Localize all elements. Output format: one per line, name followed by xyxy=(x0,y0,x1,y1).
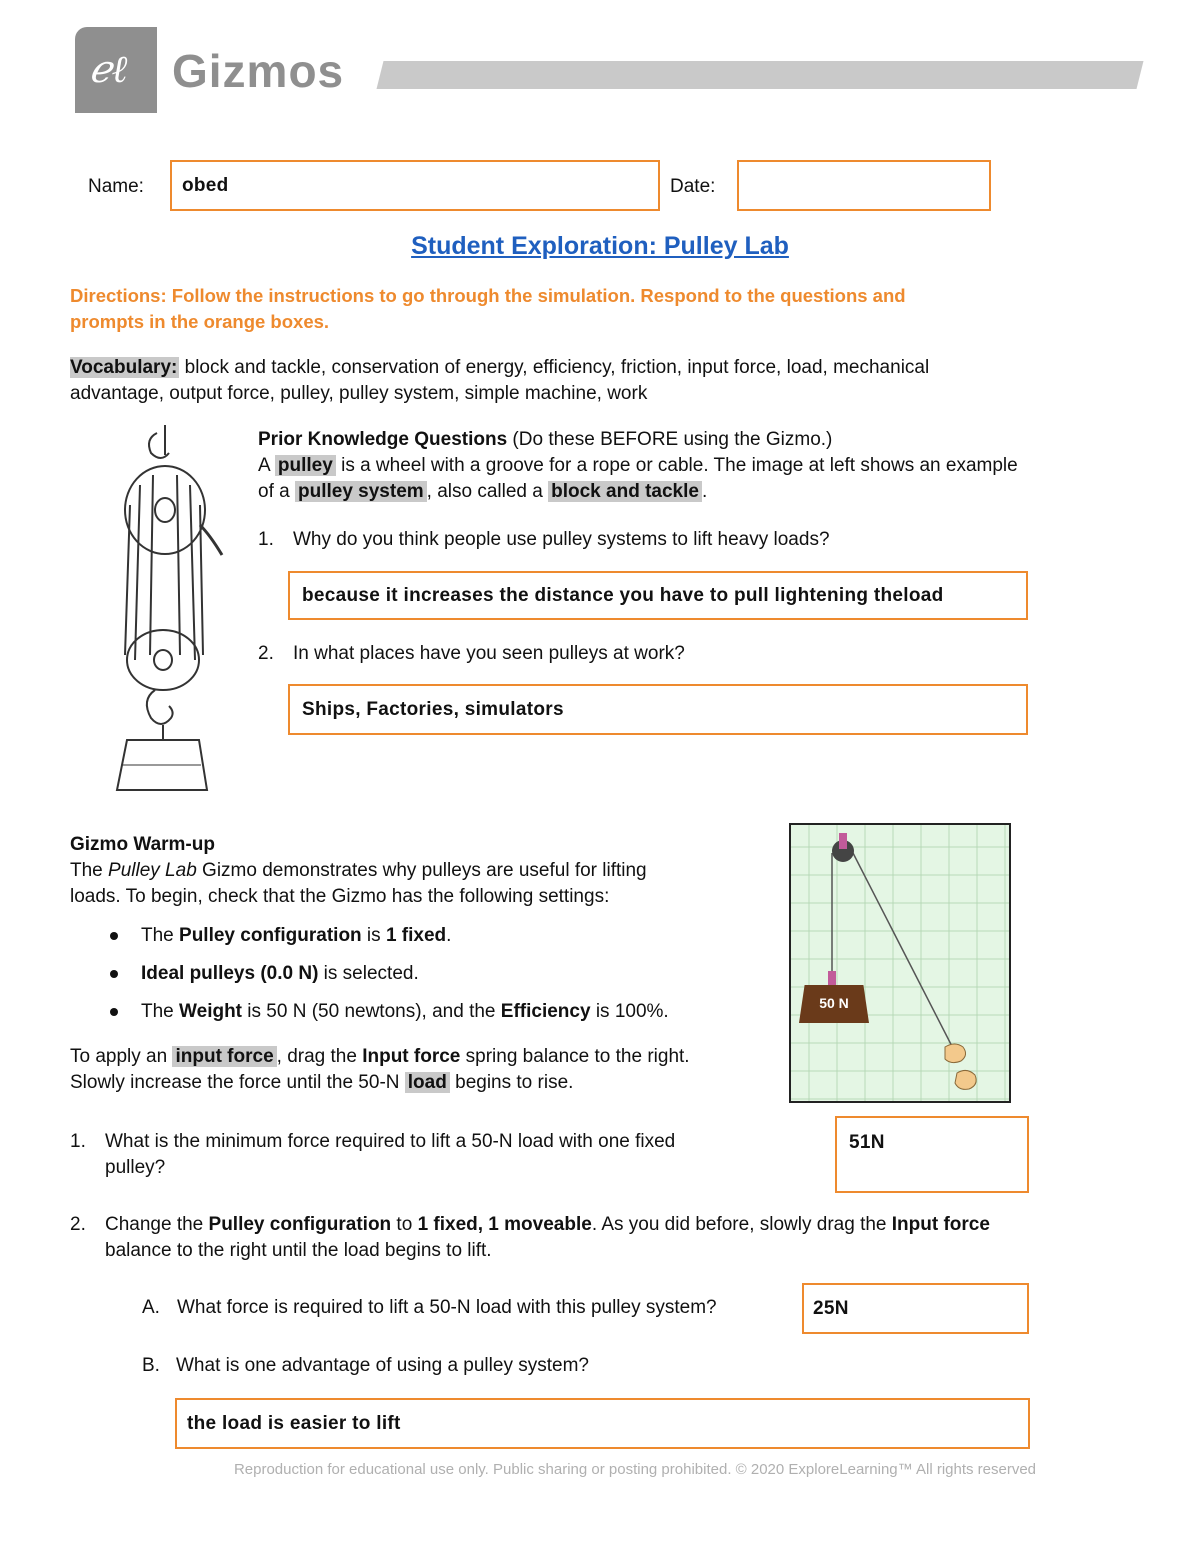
warmup-q2-line-1: Change the Pulley configuration to 1 fixed, 1 moveable. As you did before, slowly drag the Input force xyxy=(105,1214,990,1235)
term-pulley: pulley xyxy=(275,455,336,476)
bullet-3 xyxy=(110,1008,118,1016)
term-block-and-tackle: block and tackle xyxy=(548,481,702,502)
warmup-qa-answer: 25N xyxy=(813,1297,849,1319)
name-label: Name: xyxy=(88,176,144,197)
prior-q2-number: 2. xyxy=(258,643,274,664)
warmup-qb-answer-box[interactable] xyxy=(175,1398,1030,1449)
prior-paragraph-line-1: A pulley is a wheel with a groove for a rope or cable. The image at left shows an example xyxy=(258,455,1018,476)
gizmo-simulation-view xyxy=(789,823,1011,1103)
setting-pulley-configuration: The Pulley configuration is 1 fixed. xyxy=(141,925,452,946)
bullet-2 xyxy=(110,970,118,978)
prior-q2-text: In what places have you seen pulleys at work? xyxy=(293,643,685,664)
warmup-q1-answer-box[interactable] xyxy=(835,1116,1029,1193)
vocabulary-label: Vocabulary: xyxy=(70,357,178,378)
warmup-line-2: loads. To begin, check that the Gizmo has the following settings: xyxy=(70,886,610,907)
logo-glyph: ℯℓ xyxy=(89,47,128,91)
prior-q1-answer: because it increases the distance you have to pull lightening theload xyxy=(302,584,944,606)
gizmos-logo-mark xyxy=(75,27,157,113)
directions-line-1: Directions: Follow the instructions to go through the simulation. Respond to the questions and xyxy=(70,285,906,306)
warmup-q1-line-1: What is the minimum force required to lift a 50-N load with one fixed xyxy=(105,1131,676,1152)
prior-paragraph-line-2: of a pulley system , also called a block and tackle . xyxy=(258,481,708,502)
warmup-q2-number: 2. xyxy=(70,1214,86,1235)
load-weight-label: 50 N xyxy=(819,995,849,1011)
warmup-qa-label: A. xyxy=(142,1297,160,1318)
date-label: Date: xyxy=(670,176,716,197)
block-and-tackle-illustration xyxy=(95,425,230,795)
name-field[interactable] xyxy=(170,160,660,211)
warmup-q1-line-2: pulley? xyxy=(105,1157,166,1178)
warmup-qb-label: B. xyxy=(142,1355,160,1376)
warmup-heading: Gizmo Warm-up xyxy=(70,834,215,855)
setting-ideal-pulleys: Ideal pulleys (0.0 N) is selected. xyxy=(141,963,419,984)
footer-copyright: Reproduction for educational use only. Public sharing or posting prohibited. © 2020 ExploreLearning™ All rights reserved xyxy=(233,1461,1037,1478)
page-title[interactable]: Student Exploration: Pulley Lab xyxy=(411,232,789,260)
warmup-q1-answer: 51N xyxy=(849,1132,885,1153)
bullet-1 xyxy=(110,932,118,940)
name-value: obed xyxy=(182,174,229,196)
brand-name: Gizmos xyxy=(172,45,345,97)
term-load: load xyxy=(405,1072,450,1093)
vocabulary-line-1: Vocabulary: block and tackle, conservation of energy, efficiency, friction, input force, load, mechanical xyxy=(70,357,930,378)
apply-force-line-1: To apply an input force , drag the Input force spring balance to the right. xyxy=(70,1046,690,1067)
header-bar xyxy=(377,61,1144,89)
warmup-q1-number: 1. xyxy=(70,1131,86,1152)
warmup-qb-answer: the load is easier to lift xyxy=(187,1412,401,1434)
vocabulary-line-2: advantage, output force, pulley, pulley system, simple machine, work xyxy=(70,383,648,404)
warmup-qa-text: What force is required to lift a 50-N load with this pulley system? xyxy=(177,1297,717,1318)
apply-force-line-2: Slowly increase the force until the 50-N load begins to rise. xyxy=(70,1072,574,1093)
prior-q1-number: 1. xyxy=(258,529,274,550)
term-pulley-system: pulley system xyxy=(295,481,427,502)
prior-q1-answer-box[interactable] xyxy=(288,571,1028,620)
prior-q1-text: Why do you think people use pulley systems to lift heavy loads? xyxy=(293,529,830,550)
term-input-force: input force xyxy=(172,1046,276,1067)
date-field[interactable] xyxy=(737,160,991,211)
warmup-qa-answer-box[interactable] xyxy=(802,1283,1029,1334)
prior-q2-answer-box[interactable] xyxy=(288,684,1028,735)
warmup-q2-line-2: balance to the right until the load begins to lift. xyxy=(105,1240,492,1261)
prior-q2-answer: Ships, Factories, simulators xyxy=(302,698,564,720)
warmup-qb-text: What is one advantage of using a pulley system? xyxy=(176,1355,589,1376)
warmup-line-1: The Pulley Lab Gizmo demonstrates why pulleys are useful for lifting xyxy=(70,860,647,881)
directions-line-2: prompts in the orange boxes. xyxy=(70,311,330,332)
prior-knowledge-heading: Prior Knowledge Questions (Do these BEFORE using the Gizmo.) xyxy=(258,429,833,450)
setting-weight-efficiency: The Weight is 50 N (50 newtons), and the Efficiency is 100%. xyxy=(141,1001,669,1022)
hand-icon xyxy=(791,825,1009,1101)
